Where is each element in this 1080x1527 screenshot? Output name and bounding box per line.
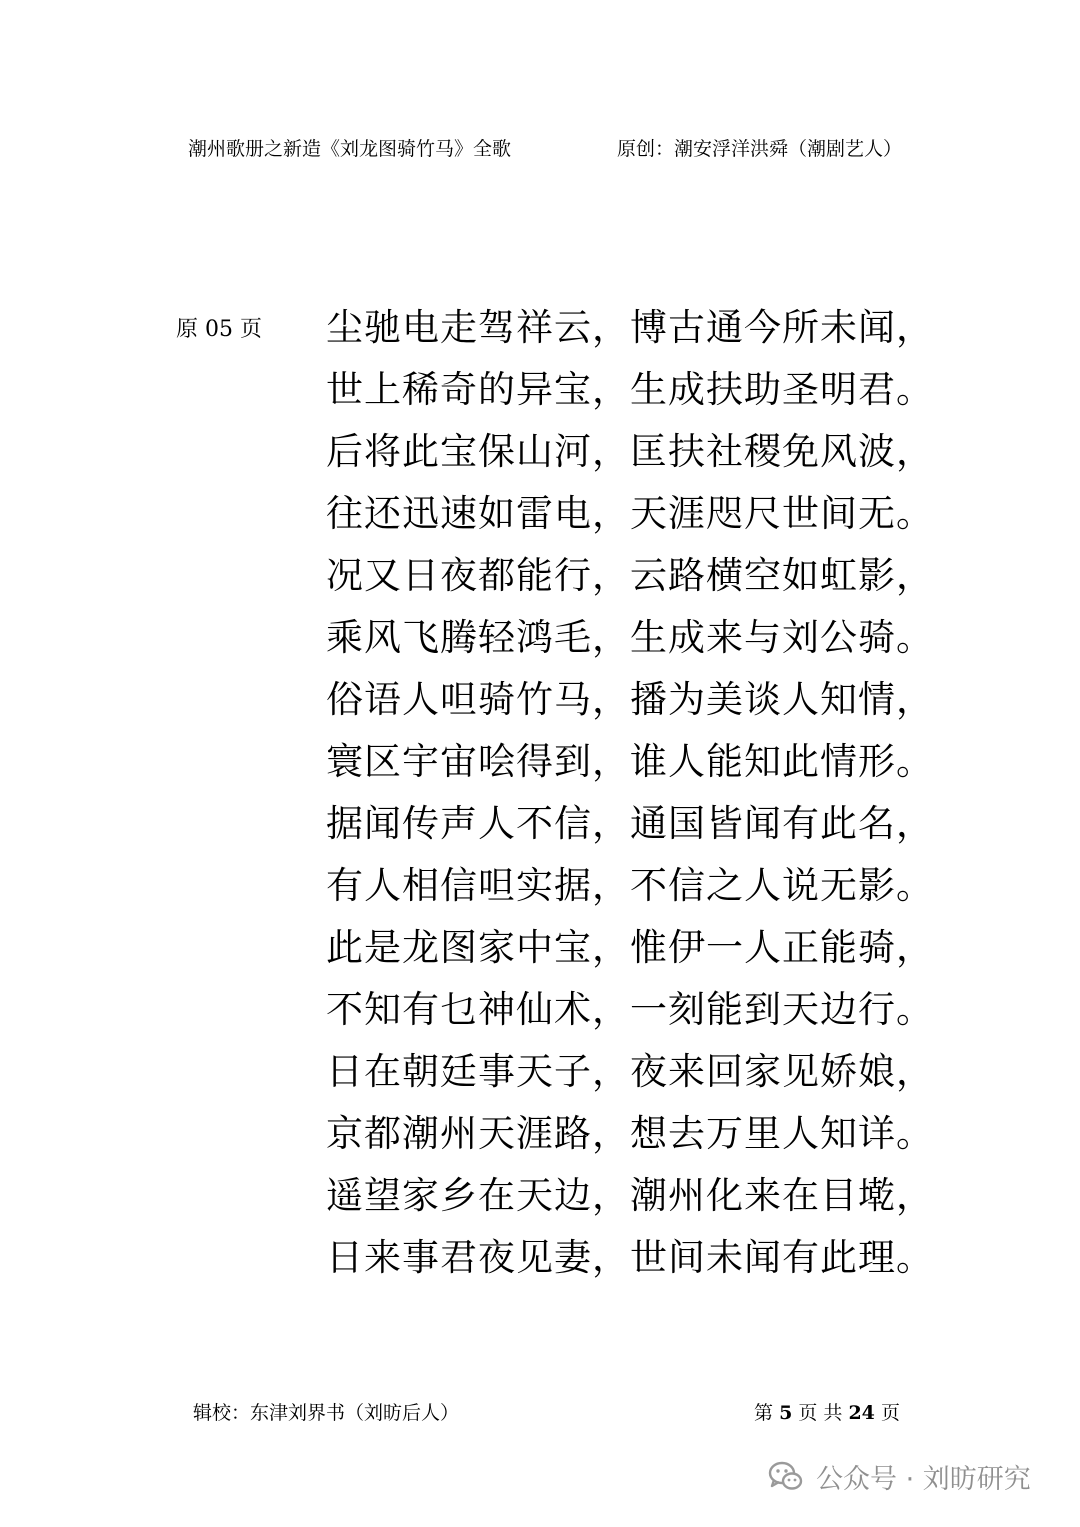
poem-text <box>326 297 934 1289</box>
watermark <box>766 1456 1031 1496</box>
poem-line: 不知有乜神仙术，一刻能到天边行。 <box>326 988 934 1031</box>
poem-line: 世上稀奇的异宝，生成扶助圣明君。 <box>326 368 934 411</box>
original-page-label: 原 05 页 <box>176 317 262 342</box>
poem-line: 据闻传声人不信，通国皆闻有此名， <box>326 802 934 845</box>
header-title: 潮州歌册之新造《刘龙图骑竹马》全歌 <box>188 138 512 160</box>
wechat-icon <box>766 1456 806 1496</box>
page-prefix: 第 <box>754 1402 774 1424</box>
page-header <box>0 134 1080 164</box>
poem-line: 况又日夜都能行，云路横空如虹影， <box>326 554 934 597</box>
poem-line: 遥望家乡在天边，潮州化来在目墘， <box>326 1174 934 1217</box>
poem-line: 尘驰电走驾祥云，博古通今所未闻， <box>326 306 934 349</box>
page-suffix: 页 <box>880 1402 900 1424</box>
page-footer <box>0 1398 1080 1428</box>
poem-line: 往还迅速如雷电，天涯咫尺世间无。 <box>326 492 934 535</box>
footer-editor: 辑校：东津刘界书（刘昉后人） <box>193 1402 460 1424</box>
poem-line: 俗语人呾骑竹马，播为美谈人知情， <box>326 678 934 721</box>
page-total: 24 <box>848 1402 875 1424</box>
poem-line: 寰区宇宙哙得到，谁人能知此情形。 <box>326 740 934 783</box>
page-mid: 页 共 <box>798 1402 843 1424</box>
poem-line: 日来事君夜见妻，世间未闻有此理。 <box>326 1236 934 1279</box>
watermark-text: 公众号 · 刘昉研究 <box>816 1463 1031 1495</box>
poem-line: 乘风飞腾轻鸿毛，生成来与刘公骑。 <box>326 616 934 659</box>
page-number <box>754 1398 900 1428</box>
poem-line: 有人相信呾实据，不信之人说无影。 <box>326 864 934 907</box>
poem-line: 京都潮州天涯路，想去万里人知详。 <box>326 1112 934 1155</box>
poem-line: 后将此宝保山河，匡扶社稷免风波， <box>326 430 934 473</box>
poem-line: 此是龙图家中宝，惟伊一人正能骑， <box>326 926 934 969</box>
header-author: 原创：潮安浮洋洪舜（潮剧艺人） <box>617 138 903 160</box>
poem-line: 日在朝廷事天子，夜来回家见娇娘， <box>326 1050 934 1093</box>
page-current: 5 <box>779 1402 793 1424</box>
